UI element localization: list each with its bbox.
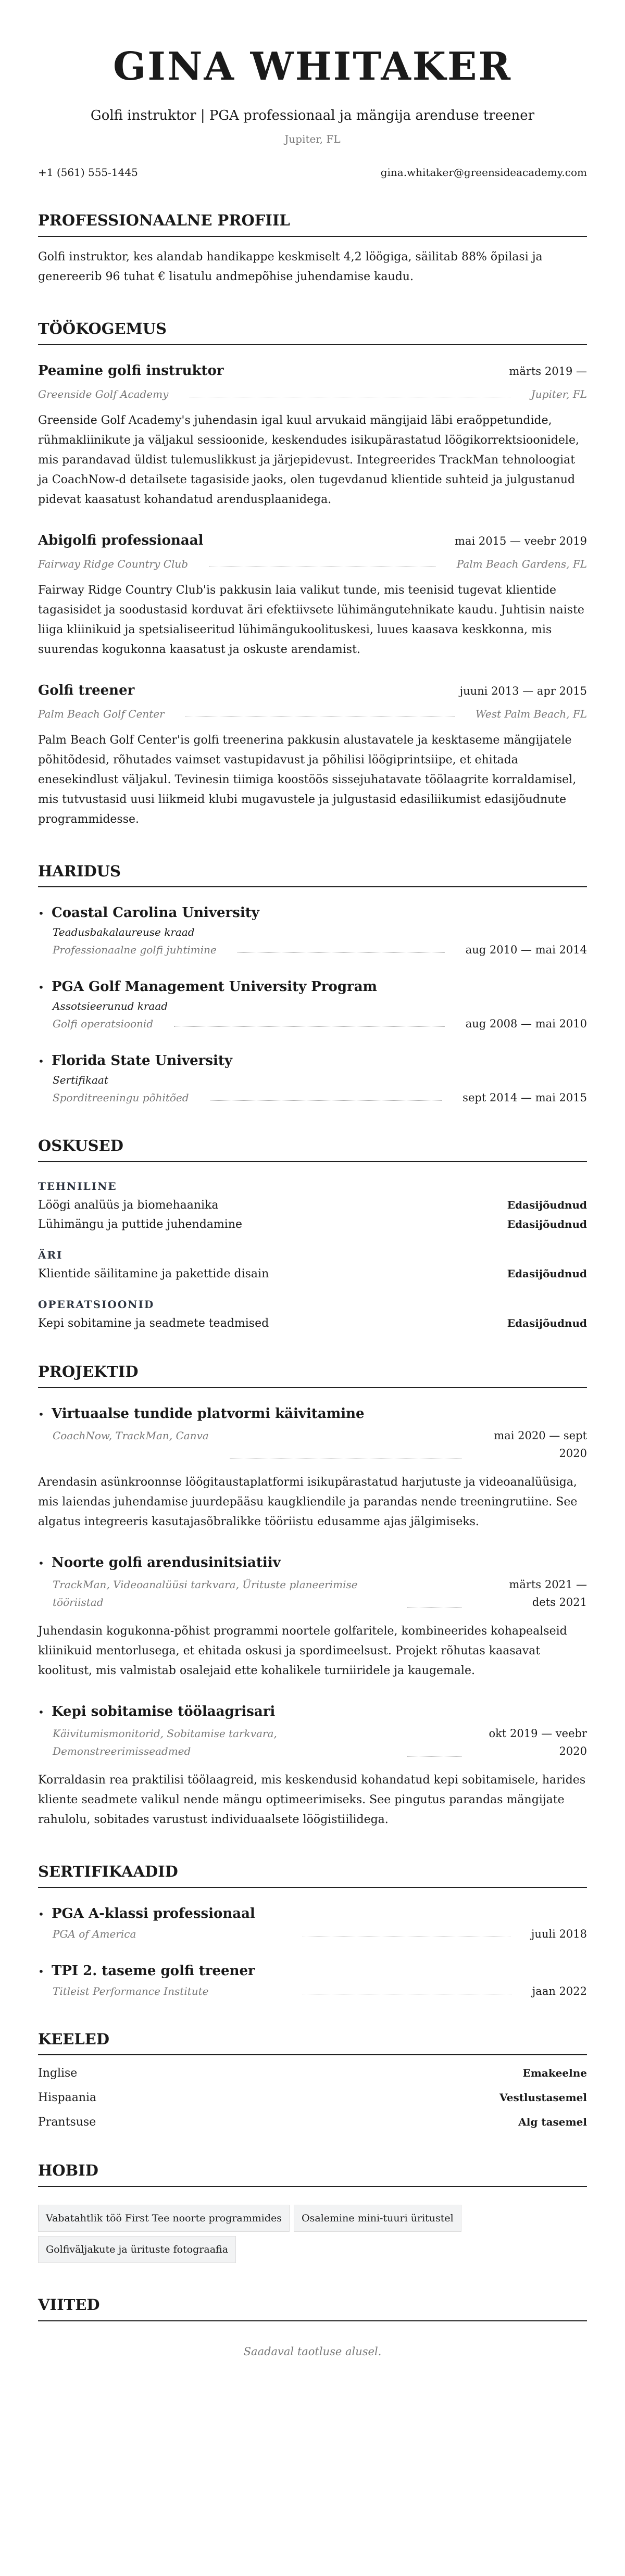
skill-category: TEHNILINE xyxy=(38,1180,117,1193)
job-dates: juuni 2013 — apr 2015 xyxy=(459,684,587,697)
skill-row xyxy=(38,1317,587,1330)
education-details xyxy=(38,926,587,956)
experience-section xyxy=(38,319,587,830)
project-meta xyxy=(38,1427,587,1462)
hobby-tag: Vabatahtlik töö First Tee noorte programmides xyxy=(38,2205,290,2232)
education-entry xyxy=(38,979,587,1030)
leader-row xyxy=(53,944,587,956)
leader-row xyxy=(53,1017,587,1030)
section-heading: HOBID xyxy=(38,2161,587,2187)
section-heading: VIITED xyxy=(38,2295,587,2321)
hobby-tag: Golfiväljakute ja ürituste fotograafia xyxy=(38,2236,236,2263)
degree: Assotsieerunud kraad xyxy=(53,1000,168,1013)
language-name: Prantsuse xyxy=(38,2116,96,2129)
project-tools: Käivitumismonitorid, Sobitamise tarkvara, Demonstreerimisseadmed xyxy=(53,1727,277,1757)
leader-row xyxy=(38,383,587,400)
skill-name: Lühimängu ja puttide juhendamine xyxy=(38,1218,243,1232)
job-title: Golfi treener xyxy=(38,682,135,698)
skill-row xyxy=(38,1199,587,1212)
company-name: Fairway Ridge Country Club xyxy=(38,557,189,570)
school-name: Florida State University xyxy=(52,1053,233,1069)
company-name: Palm Beach Golf Center xyxy=(38,707,165,720)
certification-issuer: Titleist Performance Institute xyxy=(53,1984,209,1997)
leader-row xyxy=(53,1576,587,1611)
certification-details xyxy=(38,1928,587,1940)
candidate-name: GINA WHITAKER xyxy=(113,44,512,89)
candidate-headline: Golfi instruktor | PGA professionaal ja mängija arenduse treener xyxy=(90,108,535,124)
hobby-tag: Osalemine mini-tuuri üritustel xyxy=(294,2205,461,2232)
job-dates: mai 2015 — veebr 2019 xyxy=(455,534,587,547)
language-row xyxy=(38,2116,587,2129)
education-entry xyxy=(38,1053,587,1104)
hobbies-section xyxy=(38,2161,587,2263)
education-details xyxy=(38,1000,587,1030)
section-heading: TÖÖKOGEMUS xyxy=(38,319,587,345)
school-name: PGA Golf Management University Program xyxy=(52,979,378,995)
dotted-leader xyxy=(407,1756,462,1757)
certification-issuer: PGA of America xyxy=(53,1927,136,1940)
leader-row xyxy=(53,1427,587,1462)
project-dates: mai 2020 — sept 2020 xyxy=(494,1429,587,1460)
job-description: Palm Beach Golf Center'is golfi treenerina pakkusin alustavatele ja kesktaseme mängijatele põhitõdesid, rõhutades vaimset vastupidavust ja põhilisi löögiprintsiipe, et ehitada enesekindlust väljakul. Tevinesin tiimiga koostöös sissejuhatavate töölaagrite korraldamisel, mis tutvustasid uusi liikmeid klubi mugavustele ja julgustasid edasiliikumist edasijõudnute programmidesse. xyxy=(38,733,577,826)
project-meta xyxy=(38,1725,587,1760)
bullet-icon: • xyxy=(38,1055,44,1068)
skill-level: Edasijõudnud xyxy=(507,1218,587,1231)
company-name: Greenside Golf Academy xyxy=(38,387,169,400)
language-row xyxy=(38,2091,587,2104)
candidate-location: Jupiter, FL xyxy=(284,133,341,146)
dotted-leader xyxy=(238,952,445,953)
section-heading: PROFESSIONAALNE PROFIIL xyxy=(38,211,587,237)
certification-details xyxy=(38,1985,587,1997)
job-entry xyxy=(38,683,587,830)
job-title: Peamine golfi instruktor xyxy=(38,362,224,379)
job-title-row xyxy=(38,363,587,379)
degree: Teadusbakalaureuse kraad xyxy=(53,926,195,939)
references-section xyxy=(38,2295,587,2358)
project-tools: CoachNow, TrackMan, Canva xyxy=(53,1429,209,1442)
job-description: Fairway Ridge Country Club'is pakkusin laia valikut tunde, mis teenisid tugevat klientide tagasisidet ja soodustasid korduvat äri efektiivsete lühimängutehnikate kaudu. Juhtisin naiste liiga kliinikuid ja spetsialiseeritud lühimängukoolituskesi, luues kaasava keskkonna, mis suurendas kogukonna kaasatust ja oskuste arendamist. xyxy=(38,583,584,656)
bullet-icon: • xyxy=(38,1408,44,1421)
section-heading: HARIDUS xyxy=(38,862,587,888)
certification-entry xyxy=(38,1906,587,1940)
skill-row xyxy=(38,1218,587,1231)
project-title-row xyxy=(38,1555,587,1570)
education-dates: aug 2010 — mai 2014 xyxy=(465,944,587,957)
language-level: Alg tasemel xyxy=(518,2116,587,2129)
job-title-row xyxy=(38,533,587,548)
leader-row xyxy=(53,1985,587,1997)
bullet-icon: • xyxy=(38,907,44,920)
field-of-study: Golfi operatsioonid xyxy=(53,1017,154,1031)
language-name: Inglise xyxy=(38,2067,78,2080)
skills-section xyxy=(38,1136,587,1330)
profile-summary: Golfi instruktor, kes alandab handikappe keskmiselt 4,2 löögiga, säilitab 88% õpilasi ja genereerib 96 tuhat € lisatulu andmepõhise juhendamise kaudu. xyxy=(38,250,543,284)
job-description: Greenside Golf Academy's juhendasin igal kuul arvukaid mängijaid läbi eraõppetundide, rühmakliinikute ja väljakul sessioonide, keskendudes isikupärastatud löögikorrektsioonidele, mis parandavad üldist tulemuslikkust ja järjepidevust. Integreerides TrackMan tehnoloogiat ja CoachNow-d detailsete tagasiside jaoks, olen tugevdanud klientide suhteid ja julgustanud pidevat kaasatust kohandatud arendusplaanidega. xyxy=(38,413,579,506)
contact-row xyxy=(38,166,587,179)
bullet-icon: • xyxy=(38,1705,44,1718)
skill-name: Kepi sobitamine ja seadmete teadmised xyxy=(38,1317,269,1330)
skill-level: Edasijõudnud xyxy=(507,1199,587,1212)
profile-section xyxy=(38,211,587,287)
languages-section xyxy=(38,2030,587,2129)
projects-section xyxy=(38,1362,587,1830)
dotted-leader xyxy=(174,1026,445,1027)
certifications-section xyxy=(38,1862,587,1997)
bullet-icon: • xyxy=(38,981,44,994)
project-dates: märts 2021 — dets 2021 xyxy=(509,1578,587,1609)
certification-date: juuli 2018 xyxy=(531,1927,587,1940)
bullet-icon: • xyxy=(38,1907,44,1920)
job-dates: märts 2019 — xyxy=(509,365,587,378)
phone-number[interactable]: +1 (561) 555-1445 xyxy=(38,166,138,179)
skill-row xyxy=(38,1267,587,1280)
certification-title: PGA A-klassi professionaal xyxy=(52,1905,255,1921)
education-dates: sept 2014 — mai 2015 xyxy=(463,1091,587,1104)
skill-name: Klientide säilitamine ja pakettide disain xyxy=(38,1267,269,1281)
certification-title-row xyxy=(38,1963,587,1979)
education-details xyxy=(38,1074,587,1104)
language-name: Hispaania xyxy=(38,2091,97,2105)
skill-category: ÄRI xyxy=(38,1249,63,1262)
skill-level: Edasijõudnud xyxy=(507,1267,587,1280)
leader-row xyxy=(53,1725,587,1760)
school-name-row xyxy=(38,905,587,921)
job-location: West Palm Beach, FL xyxy=(475,707,587,720)
project-title-row xyxy=(38,1406,587,1422)
dotted-leader xyxy=(210,1100,442,1101)
section-heading: KEELED xyxy=(38,2030,587,2056)
bullet-icon: • xyxy=(38,1556,44,1569)
leader-row xyxy=(53,1928,587,1940)
project-meta xyxy=(38,1576,587,1611)
school-name: Coastal Carolina University xyxy=(52,905,259,921)
job-title: Abigolfi professionaal xyxy=(38,532,204,548)
project-description: Korraldasin rea praktilisi töölaagreid, mis keskendusid kohandatud kepi sobitamisele, harides kliente seadmete valikul nende mängu optimeerimiseks. See pingutus parandas mängijate rahulolu, sobitades varustust individuaalsete löögistiilidega. xyxy=(38,1773,586,1826)
project-title: Kepi sobitamise töölaagrisari xyxy=(52,1703,276,1719)
project-entry xyxy=(38,1406,587,1532)
skill-category: OPERATSIOONID xyxy=(38,1298,155,1311)
language-row xyxy=(38,2067,587,2080)
certification-title: TPI 2. taseme golfi treener xyxy=(52,1963,255,1979)
leader-row xyxy=(38,552,587,570)
language-level: Vestlustasemel xyxy=(499,2091,587,2104)
job-entry xyxy=(38,363,587,510)
field-of-study: Sporditreeningu põhitõed xyxy=(53,1091,189,1104)
certification-title-row xyxy=(38,1906,587,1921)
project-title: Virtuaalse tundide platvormi käivitamine xyxy=(52,1405,365,1422)
references-note: Saadaval taotluse alusel. xyxy=(243,2345,382,2358)
dotted-leader xyxy=(407,1607,462,1608)
project-title: Noorte golfi arendusinitsiatiiv xyxy=(52,1554,281,1570)
project-dates: okt 2019 — veebr 2020 xyxy=(489,1727,587,1757)
job-title-row xyxy=(38,683,587,698)
school-name-row xyxy=(38,1053,587,1069)
job-entry xyxy=(38,533,587,660)
degree: Sertifikaat xyxy=(53,1074,108,1087)
project-entry xyxy=(38,1555,587,1681)
education-dates: aug 2008 — mai 2010 xyxy=(465,1017,587,1031)
certification-entry xyxy=(38,1963,587,1997)
skill-name: Löögi analüüs ja biomehaanika xyxy=(38,1199,219,1212)
project-description: Arendasin asünkroonnse löögitaustaplatformi isikupärastatud harjutuste ja videoanalüüsiga, mis laiendas juhendamise juurdepääsu kaugkliendile ja parandas nende treeningrutiine. See algatus integreeris kasutajasõbralikke tööriistu edusamme ajas jälgimiseks. xyxy=(38,1475,578,1528)
section-heading: PROJEKTID xyxy=(38,1362,587,1388)
leader-row xyxy=(53,1091,587,1104)
section-heading: OSKUSED xyxy=(38,1136,587,1162)
resume-header xyxy=(38,46,587,179)
certification-date: jaan 2022 xyxy=(532,1984,587,1997)
language-level: Emakeelne xyxy=(522,2067,587,2080)
school-name-row xyxy=(38,979,587,995)
field-of-study: Professionaalne golfi juhtimine xyxy=(53,944,217,957)
project-tools: TrackMan, Videoanalüüsi tarkvara, Ürituste planeerimise tööriistad xyxy=(53,1578,358,1609)
skill-level: Edasijõudnud xyxy=(507,1317,587,1330)
project-description: Juhendasin kogukonna-põhist programmi noortele golfaritele, kombineerides kohapealseid kliinikuid mentorlusega, et ehitada oskusi ja spordimeelsust. Projekt rõhutas kaasavat koolitust, mis valmistab osalejaid ette kohalikele turniiridele ja kaugemale. xyxy=(38,1624,567,1677)
job-location: Palm Beach Gardens, FL xyxy=(456,557,587,570)
project-title-row xyxy=(38,1704,587,1719)
project-entry xyxy=(38,1704,587,1830)
education-entry xyxy=(38,905,587,956)
education-section xyxy=(38,862,587,1104)
section-heading: SERTIFIKAADID xyxy=(38,1862,587,1888)
hobby-tags xyxy=(38,2205,587,2263)
email-address[interactable]: gina.whitaker@greensideacademy.com xyxy=(380,166,587,179)
bullet-icon: • xyxy=(38,1965,44,1978)
leader-row xyxy=(38,702,587,720)
job-location: Jupiter, FL xyxy=(531,387,587,400)
